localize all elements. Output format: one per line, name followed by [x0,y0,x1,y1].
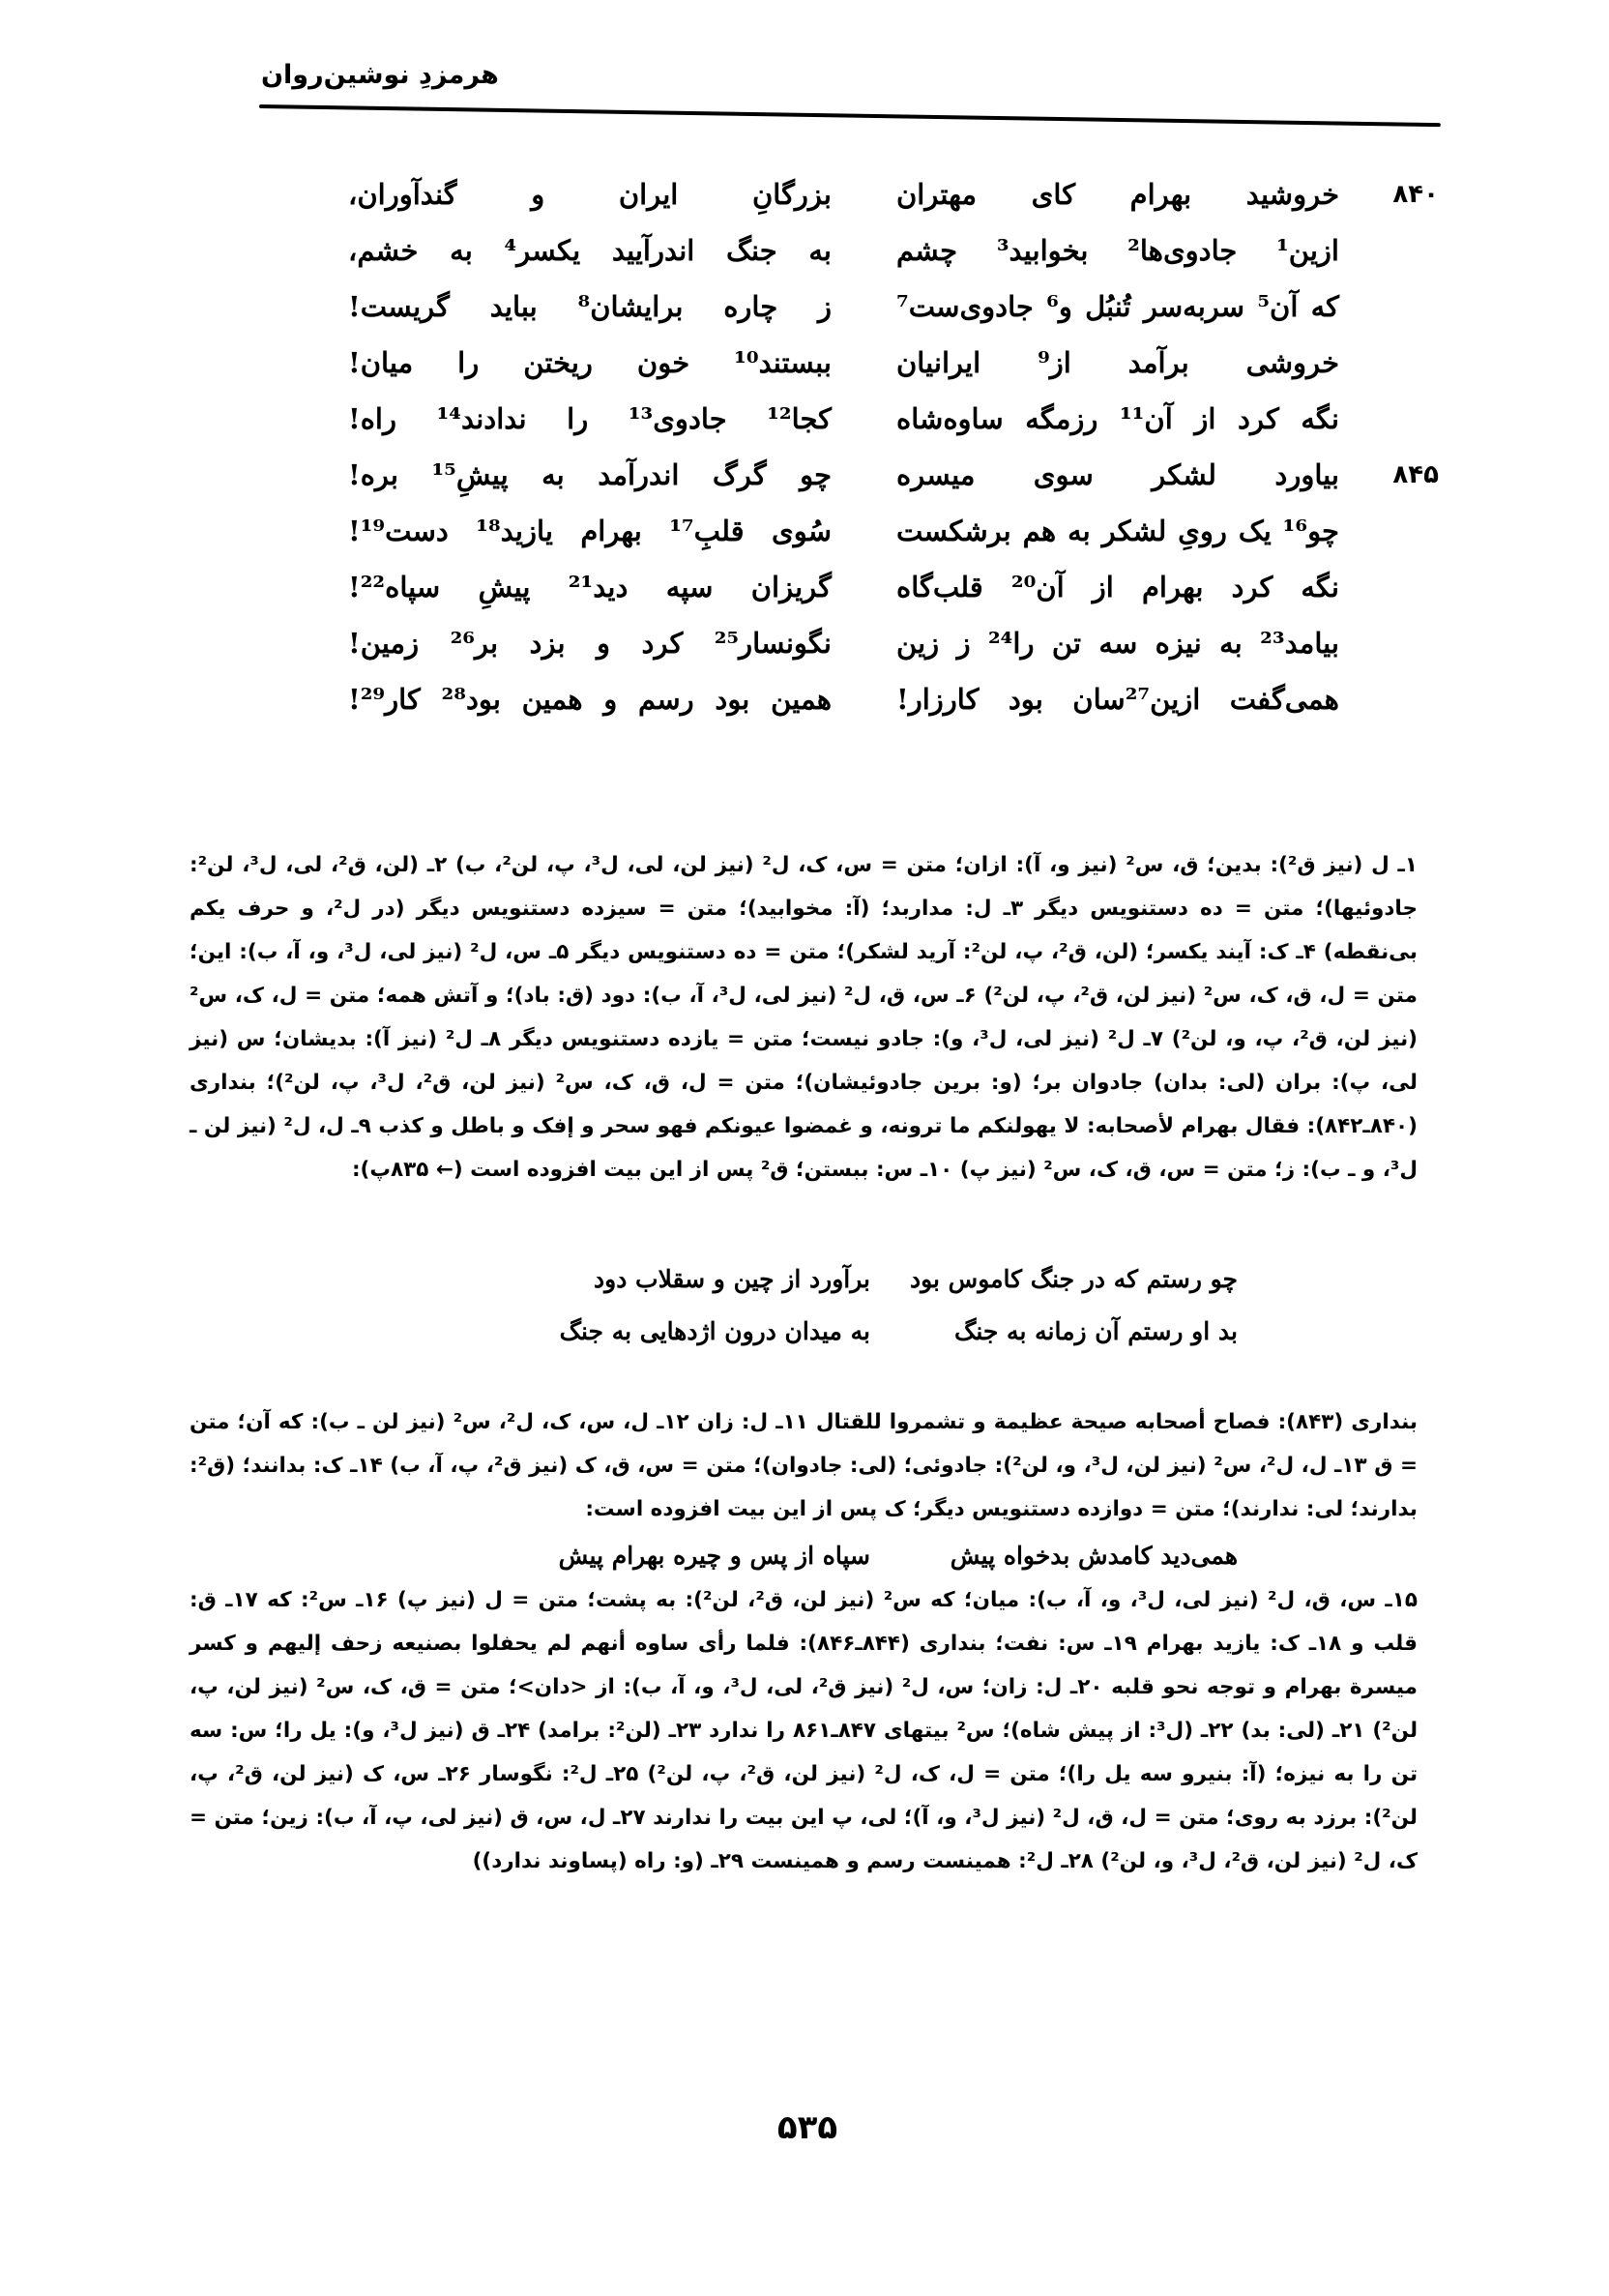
couplet [329,279,1450,335]
hemistich-second: به جنگ اندرآیید یکسر⁴ به خشم، [348,234,832,267]
hemistich-first: بیامد²³ به نیزه سه تن را²⁴ ز زین [896,627,1339,660]
footnotes-block-1 [190,843,1418,1192]
hemistich-first: نگه کرد بهرام از آن²⁰ قلب‌گاه [896,571,1340,603]
hemistich-first: خروشی برآمد از⁹ ایرانیان [896,346,1339,379]
header-rule [259,104,1441,127]
quoted-couplet [329,1532,1257,1580]
couplet [329,391,1450,447]
hemistich-second: ببستند¹⁰ خون ریختن را میان! [348,346,832,379]
hemistich-first: ازین¹ جادوی‌ها² بخوابید³ چشم [896,234,1339,267]
couplet [329,335,1450,391]
hemistich-second: همین بود رسم و همین بود²⁸ کار²⁹! [348,683,833,716]
footnote-paragraph: بنداری (۸۴۳): فصاح أصحابه صیحة عظیمة و تشمروا للقتال ۱۱ـ ل: زان ۱۲ـ ل، س، ک، ل²، س² (نیز لن ـ ب): که آن؛ متن = ق ۱۳ـ ل، ل²، س² (نیز لن، ل³، و، لن²): جادوئی؛ (لی: جادوان)؛ متن = س، ق، ک (نیز ق²، پ، آ، ب) ۱۴ـ ک: بدانند؛ (ق²: بدارند؛ لی: ندارند)؛ متن = دوازده دستنویس دیگر؛ ک پس از این بیت افزوده است: [190,1410,1419,1521]
footnotes-block-3 [190,1578,1418,1883]
hemistich-second: کجا¹² جادوی¹³ را ندادند¹⁴ راه! [348,402,832,435]
quoted-hemistich-second: سپاه از پس و چیره بهرام پیش [558,1542,870,1570]
couplet [329,166,1450,222]
hemistich-first: چو¹⁶ یک رویِ لشکر به هم برشکست [896,515,1339,547]
quoted-hemistich-first: همی‌دید کامدش بدخواه پیش [950,1542,1238,1570]
couplet [329,447,1450,503]
hemistich-second: گریزان سپه دید²¹ پیشِ سپاه²²! [348,571,832,603]
hemistich-second: چو گرگ اندرآمد به پیشِ¹⁵ بره! [348,458,832,491]
footnote-paragraph: ۱۵ـ س، ق، ل² (نیز لی، ل³، و، آ، ب): میان؛ که س² (نیز لن، ق²، لن²): به پشت؛ متن = ل (نیز پ) ۱۶ـ س²: که ۱۷ـ ق: قلب و ۱۸ـ ک: یازید بهرام ۱۹ـ س: نفت؛ بنداری (۸۴۴ـ۸۴۶): فلما رأی ساوه أنهم لم یحفلوا بصنیعه زحف إلیهم و کسر میسرة بهرام و توجه نحو قلبه ۲۰ـ ل: زان؛ س، ل² (نیز ق²، لی، ل³، و، آ، ب): از <دان>؛ متن = ق، ک، س² (نیز لن، پ، لن²) ۲۱ـ (لی: بد) ۲۲ـ (ل³: از پیش شاه)؛ س² بیتهای ۸۴۷ـ۸۶۱ را ندارد ۲۳ـ (لن²: برامد) ۲۴ـ ق (نیز ل³، و): یل را؛ س: سه تن را به نیزه؛ (آ: بنیرو سه یل را)؛ متن = ل، ک، ل² (نیز لن، ق²، پ، لن²) ۲۵ـ ل²: نگوسار ۲۶ـ س، ک (نیز لن، ق²، پ، لن²): برزد به روی؛ متن = ل، ق، ل² (نیز ل³، و، آ)؛ لی، پ این بیت را ندارند ۲۷ـ ل، س، ق (نیز لی، پ، آ، ب): زین؛ متن = ک، ل² (نیز لن، ق²، ل³، و، لن²) ۲۸ـ ل²: همینست رسم و همینست ۲۹ـ (و: راه (پساوند ندارد)) [190,1588,1419,1873]
couplet [329,559,1450,615]
hemistich-first: که آن⁵ سربه‌سر تُنبُل و⁶ جادوی‌ست⁷ [896,290,1339,323]
couplet [329,222,1450,279]
quoted-hemistich-first: چو رستم که در جنگ کاموس بود [909,1265,1238,1293]
hemistich-second: سُوی قلبِ¹⁷ بهرام یازید¹⁸ دست¹⁹! [348,515,832,547]
page-number: ۵۳۵ [776,2108,838,2147]
hemistich-first: نگه کرد از آن¹¹ رزمگه ساوه‌شاه [896,402,1340,435]
verse-number: ۸۴۵ [1392,460,1439,489]
hemistich-second: بزرگانِ ایران و گندآوران، [348,178,832,211]
quoted-hemistich-second: برآورد از چین و سقلاب دود [594,1265,870,1293]
hemistich-second: نگونسار²⁵ کرد و بزد بر²⁶ زمین! [348,627,832,660]
quoted-hemistich-first: بد او رستم آن زمانه به جنگ [953,1317,1238,1345]
couplet [329,503,1450,559]
quoted-hemistich-second: به میدان درون اژدهایی به جنگ [559,1317,870,1345]
quoted-couplet [329,1255,1257,1304]
couplet [329,615,1450,671]
poem-body [329,166,1450,727]
quoted-couplet [329,1308,1257,1356]
hemistich-second: ز چاره برایشان⁸ بباید گریست! [348,290,832,323]
hemistich-first: خروشید بهرام کای مهتران [896,178,1339,211]
running-head-title: هرمزدِ نوشین‌روان [261,60,499,90]
footnotes-block-2 [190,1400,1418,1531]
hemistich-first: همی‌گفت ازین²⁷سان بود کارزار! [896,683,1339,716]
hemistich-first: بیاورد لشکر سوی میسره [896,458,1339,491]
footnote-paragraph: ۱ـ ل (نیز ق²): بدین؛ ق، س² (نیز و، آ): ازان؛ متن = س، ک، ل² (نیز لن، لی، ل³، پ، لن²، ب) ۲ـ (لن، ق²، لی، ل³، لن²: جادوئیها)؛ متن = ده دستنویس دیگر ۳ـ ل: مداربد؛ (آ: مخوابید)؛ متن = سیزده دستنویس دیگر (در ل²، و حرف یکم بی‌نقطه) ۴ـ ک: آیند یکسر؛ (لن، ق²، پ، لن²: آرید لشکر)؛ متن = ده دستنویس دیگر ۵ـ س، ل² (نیز لی، ل³، و، آ، ب): این؛ متن = ل، ق، ک، س² (نیز لن، ق²، پ، لن²) ۶ـ س، ق، ل² (نیز لی، ل³، آ، ب): دود (ق: باد)؛ و آتش همه؛ متن = ل، ک، س² (نیز لن، ق²، پ، و، لن²) ۷ـ ل² (نیز لی، ل³، و): جادو نیست؛ متن = یازده دستنویس دیگر ۸ـ ل² (نیز آ): بدیشان؛ س (نیز لی، پ): بران (لی: بدان) جادوان بر؛ (و: برین جادوئیشان)؛ متن = ل، ق، ک، س² (نیز لن، ق²، ل³، پ، لن²)؛ بنداری (۸۴۰ـ۸۴۲): فقال بهرام لأصحابه: لا یهولنکم ما ترونه، و غمضوا عیونکم فهو سحر و إفک و باطل و کذب ۹ـ ل، ل² (نیز لن ـ ل³، و ـ ب): ز؛ متن = س، ق، ک، س² (نیز پ) ۱۰ـ س: ببستن؛ ق² پس از این بیت افزوده است (← ۸۳۵پ): [190,853,1419,1182]
couplet [329,671,1450,727]
verse-number: ۸۴۰ [1392,180,1439,209]
